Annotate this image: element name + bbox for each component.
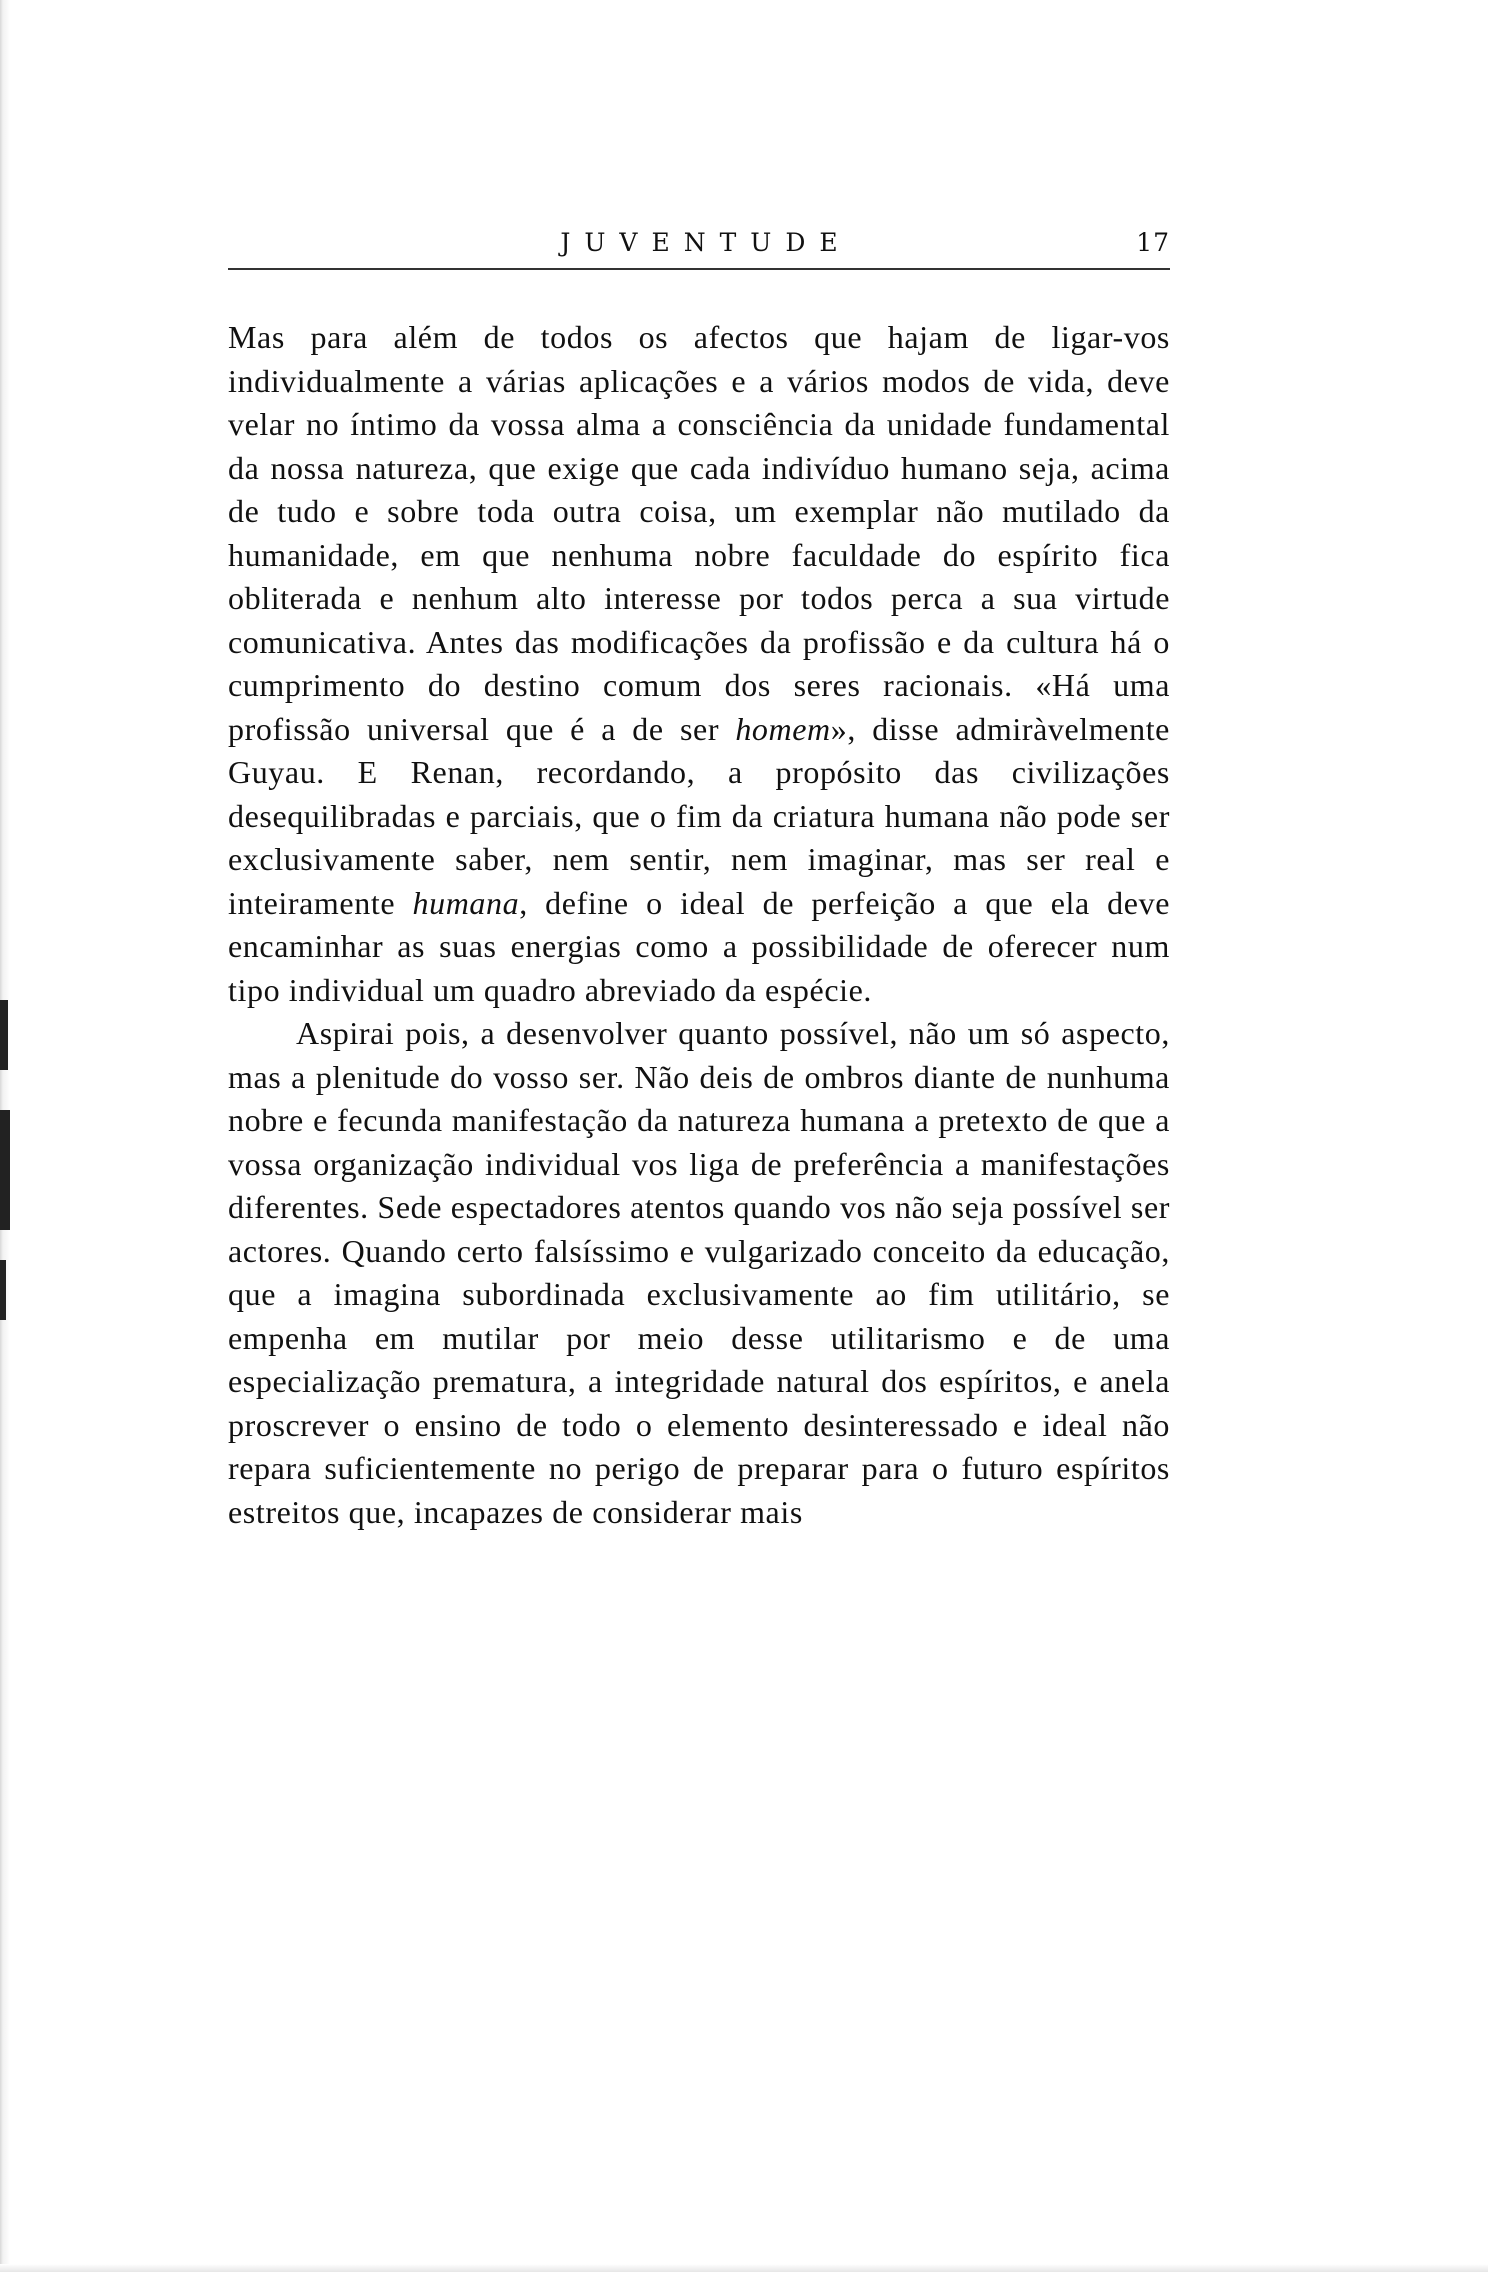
- scan-artifact-mark: [0, 1000, 8, 1070]
- paragraph-text: Mas para além de todos os afectos que hajam de ligar-vos individualmente a várias aplicações e a vários modos de vida, deve velar no íntimo da vossa alma a consciência da unidade fundamental da nossa natureza, que exige que cada indivíduo humano seja, acima de tudo e sobre toda outra coisa, um exemplar não mutilado da humanidade, em que nenhuma nobre faculdade do espírito fica obliterada e nenhum alto interesse por todos perca a sua virtude comunicativa. Antes das modificações da profissão e da cultura há o cumprimento do destino comum dos seres racionais. «Há uma profissão universal que é a de ser: [228, 319, 1170, 747]
- book-page: [228, 222, 1170, 1534]
- scan-artifact-mark: [0, 1110, 10, 1230]
- scan-bottom-edge: [0, 2264, 1488, 2272]
- body-paragraph: Aspirai pois, a desenvolver quanto possível, não um só aspecto, mas a plenitude do vosso ser. Não deis de ombros diante de nunhuma nobre e fecunda manifestação da natureza humana a pretexto de que a vossa organização individual vos liga de preferência a manifestações diferentes. Sede espectadores atentos quando vos não seja possível ser actores. Quando certo falsíssimo e vulgarizado conceito da educação, que a imagina subordinada exclusivamente ao fim utilitário, se empenha em mutilar por meio desse utilitarismo e de uma especialização prematura, a integridade natural dos espíritos, e anela proscrever o ensino de todo o elemento desinteressado e ideal não repara suficientemente no perigo de preparar para o futuro espíritos estreitos que, incapazes de considerar mais: [228, 1015, 1170, 1530]
- running-title: JUVENTUDE: [560, 228, 852, 257]
- page-number: 17: [1136, 228, 1170, 257]
- paragraph-text: », disse admiràvelmente Guyau. E Renan, recordando, a propósito das civilizações desequilibradas e parciais, que o fim da criatura humana não pode ser exclusivamente saber, nem sentir, nem imaginar, mas ser real e inteiramente: [228, 710, 1170, 921]
- emphasized-word: homem: [735, 710, 831, 747]
- body-paragraph: [228, 316, 1170, 1012]
- header-rule: [228, 268, 1170, 270]
- running-header: [228, 222, 1170, 268]
- scan-artifact-mark: [0, 1260, 6, 1320]
- paragraph-text: , define o ideal de perfeição a que ela deve encaminhar as suas energias como a possibilidade de oferecer num tipo individual um quadro abreviado da espécie.: [228, 884, 1170, 1008]
- emphasized-word: humana: [412, 884, 520, 921]
